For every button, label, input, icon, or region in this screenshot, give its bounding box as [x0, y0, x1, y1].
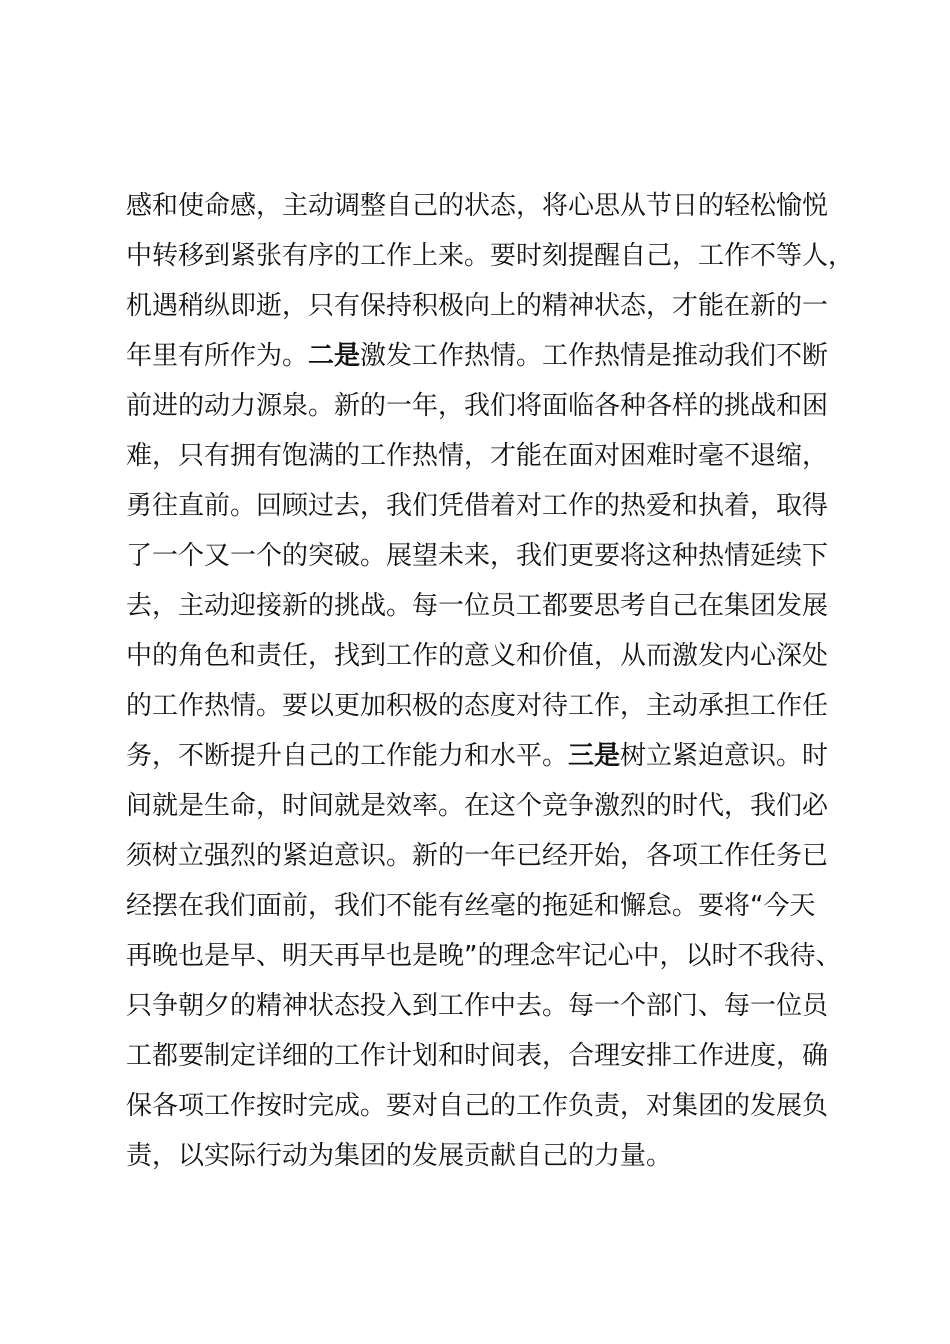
text-line [126, 831, 866, 881]
text-segment: 须树立强烈的紧迫意识。新的一年已经开始，各项工作任务已 [126, 841, 829, 871]
text-line [126, 781, 866, 831]
text-line [126, 731, 866, 781]
text-segment: 再晚也是早、明天再早也是晚”的理念牢记心中，以时不我待、 [126, 941, 842, 971]
text-segment: 难，只有拥有饱满的工作热情，才能在面对困难时毫不退缩， [126, 441, 829, 471]
text-line [126, 1031, 866, 1081]
text-line [126, 331, 866, 381]
text-segment: 树立紧迫意识。时 [620, 741, 829, 771]
text-line [126, 881, 866, 931]
text-segment: 经摆在我们面前，我们不能有丝毫的拖延和懈怠。要将“今天 [126, 891, 816, 921]
text-segment: 年里有所作为。 [126, 341, 309, 371]
text-segment: 勇往直前。回顾过去，我们凭借着对工作的热爱和执着，取得 [126, 491, 829, 521]
text-segment: 只争朝夕的精神状态投入到工作中去。每一个部门、每一位员 [126, 991, 829, 1021]
text-line [126, 481, 866, 531]
text-line [126, 581, 866, 631]
text-segment: 保各项工作按时完成。要对自己的工作负责，对集团的发展负 [126, 1091, 829, 1121]
bold-heading-marker: 三是 [568, 741, 621, 771]
body-paragraph [126, 181, 866, 1181]
text-line [126, 981, 866, 1031]
text-line [126, 931, 866, 981]
text-line [126, 231, 866, 281]
text-line [126, 431, 866, 481]
text-segment: 工都要制定详细的工作计划和时间表，合理安排工作进度，确 [126, 1041, 829, 1071]
text-segment: 中转移到紧张有序的工作上来。要时刻提醒自己，工作不等人， [126, 241, 855, 271]
text-line [126, 281, 866, 331]
text-segment: 机遇稍纵即逝，只有保持积极向上的精神状态，才能在新的一 [126, 291, 829, 321]
text-segment: 的工作热情。要以更加积极的态度对待工作，主动承担工作任 [126, 691, 829, 721]
text-segment: 感和使命感，主动调整自己的状态，将心思从节日的轻松愉悦 [126, 191, 829, 221]
text-line [126, 631, 866, 681]
text-segment: 责，以实际行动为集团的发展贡献自己的力量。 [126, 1141, 673, 1171]
text-segment: 务，不断提升自己的工作能力和水平。 [126, 741, 569, 771]
text-segment: 去，主动迎接新的挑战。每一位员工都要思考自己在集团发展 [126, 591, 829, 621]
text-line [126, 181, 866, 231]
text-segment: 了一个又一个的突破。展望未来，我们更要将这种热情延续下 [126, 541, 829, 571]
text-segment: 前进的动力源泉。新的一年，我们将面临各种各样的挑战和困 [126, 391, 829, 421]
text-line [126, 381, 866, 431]
bold-heading-marker: 二是 [308, 341, 361, 371]
text-segment: 激发工作热情。工作热情是推动我们不断 [360, 341, 829, 371]
text-line [126, 1131, 866, 1181]
text-line [126, 681, 866, 731]
text-line [126, 1081, 866, 1131]
text-line [126, 531, 866, 581]
text-segment: 间就是生命，时间就是效率。在这个竞争激烈的时代，我们必 [126, 791, 829, 821]
text-segment: 中的角色和责任，找到工作的意义和价值，从而激发内心深处 [126, 641, 829, 671]
